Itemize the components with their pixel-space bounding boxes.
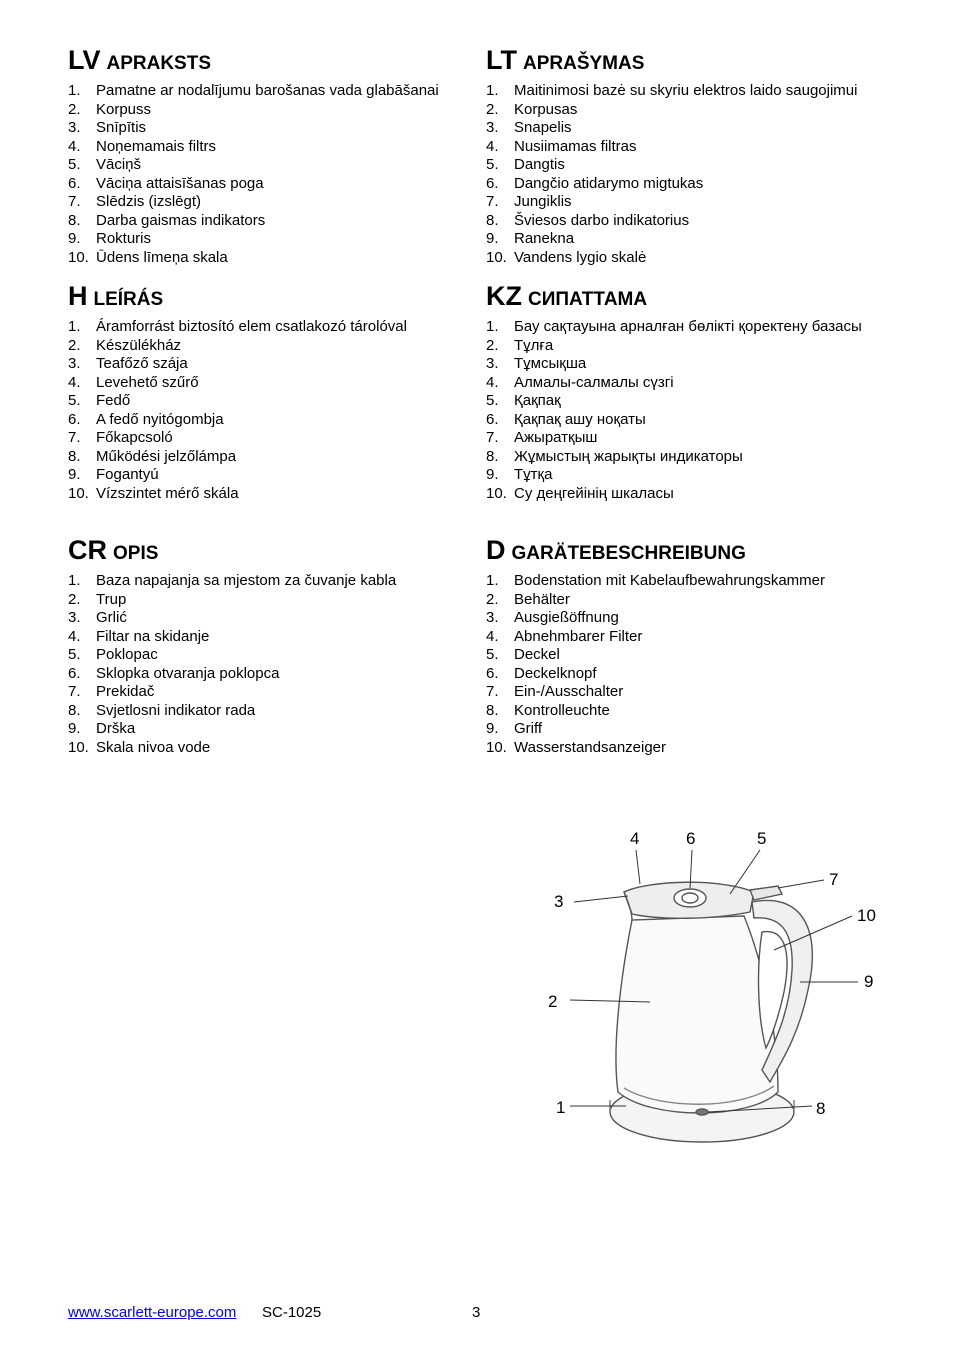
list-item-text: Drška <box>96 720 136 737</box>
list-item <box>68 702 488 721</box>
list-item-text: Filtar na skidanje <box>96 627 210 645</box>
list-item-text: Főkapcsoló <box>96 429 173 446</box>
list-item-number: 9. <box>68 720 81 737</box>
list-item-number: 2. <box>68 590 81 608</box>
list-item-number: 8. <box>68 447 81 465</box>
list-item-number: 5. <box>486 156 499 173</box>
list-item <box>486 82 906 101</box>
list-item-text: Teafőző szája <box>96 355 188 372</box>
list-item <box>68 739 488 758</box>
list-item-text: Sklopka otvaranja poklopca <box>96 664 280 682</box>
parts-list <box>486 318 906 503</box>
list-item-number: 9. <box>68 230 81 247</box>
list-item <box>486 119 906 138</box>
list-item <box>68 337 488 356</box>
list-item <box>68 249 488 268</box>
list-item <box>486 175 906 194</box>
list-item-text: Korpusas <box>514 100 578 118</box>
section-h <box>68 282 488 503</box>
list-item <box>68 683 488 702</box>
list-item-number: 5. <box>68 156 81 173</box>
parts-list <box>68 82 488 267</box>
page-number: 3 <box>472 1304 481 1321</box>
list-item <box>486 485 906 504</box>
list-item <box>486 720 906 739</box>
list-item <box>486 572 906 591</box>
section-heading <box>68 46 488 79</box>
list-item-number: 7. <box>486 683 499 700</box>
list-item-number: 4. <box>68 373 81 391</box>
list-item-number: 4. <box>486 373 499 391</box>
list-item-number: 6. <box>68 664 81 682</box>
list-item-number: 5. <box>68 646 81 663</box>
list-item-number: 10. <box>68 248 89 266</box>
list-item <box>68 230 488 249</box>
list-item-text: Működési jelzőlámpa <box>96 447 237 465</box>
list-item <box>68 156 488 175</box>
list-item <box>486 646 906 665</box>
list-item-text: Rokturis <box>96 230 152 247</box>
list-item <box>68 175 488 194</box>
list-item <box>68 485 488 504</box>
list-item-number: 8. <box>68 211 81 229</box>
list-item-text: Тұлға <box>514 336 554 354</box>
list-item-text: Vízszintet mérő skála <box>96 484 239 502</box>
list-item <box>486 411 906 430</box>
list-item-text: Svjetlosni indikator rada <box>96 701 256 719</box>
section-title: GARÄTEBESCHREIBUNG <box>511 543 746 564</box>
list-item-number: 3. <box>486 609 499 626</box>
lid-button <box>674 889 706 907</box>
list-item <box>486 429 906 448</box>
list-item-text: Су деңгейінің шкаласы <box>514 484 674 502</box>
list-item <box>486 609 906 628</box>
list-item-number: 9. <box>68 466 81 483</box>
section-language-code: D <box>486 535 506 565</box>
callout-10: 10 <box>857 906 876 925</box>
list-item-number: 8. <box>486 701 499 719</box>
list-item <box>68 466 488 485</box>
list-item <box>486 702 906 721</box>
list-item-text: Deckelknopf <box>514 664 597 682</box>
list-item-number: 10. <box>486 248 507 266</box>
callout-8: 8 <box>816 1099 826 1118</box>
list-item-text: Fogantyú <box>96 466 159 483</box>
list-item-number: 7. <box>68 429 81 446</box>
list-item-number: 10. <box>68 484 89 502</box>
list-item-text: Prekidač <box>96 683 155 700</box>
parts-list <box>486 82 906 267</box>
list-item-text: Pamatne ar nodalījumu barošanas vada glabāšanai <box>96 82 439 99</box>
callout-7: 7 <box>829 870 839 889</box>
section-kz <box>486 282 906 503</box>
list-item-number: 7. <box>486 429 499 446</box>
section-lt <box>486 46 906 267</box>
list-item-number: 1. <box>68 572 81 589</box>
list-item <box>68 101 488 120</box>
list-item-text: A fedő nyitógombja <box>96 410 224 428</box>
callout-9: 9 <box>864 972 874 991</box>
list-item-number: 9. <box>486 230 499 247</box>
kettle-body <box>616 916 778 1113</box>
list-item-number: 7. <box>68 683 81 700</box>
list-item-number: 8. <box>68 701 81 719</box>
list-item-text: Poklopac <box>96 646 158 663</box>
list-item-number: 5. <box>486 646 499 663</box>
list-item <box>68 572 488 591</box>
list-item-text: Trup <box>96 590 127 608</box>
list-item <box>68 720 488 739</box>
list-item-text: Slēdzis (izslēgt) <box>96 193 202 210</box>
list-item-number: 8. <box>486 447 499 465</box>
section-heading <box>486 536 906 569</box>
list-item-text: Dangtis <box>514 156 565 173</box>
list-item <box>68 392 488 411</box>
list-item <box>68 609 488 628</box>
list-item-text: Bodenstation mit Kabelaufbewahrungskammer <box>514 572 826 589</box>
list-item <box>68 411 488 430</box>
list-item-text: Fedő <box>96 392 131 409</box>
section-title: СИПАТТАМА <box>528 289 648 310</box>
list-item <box>486 392 906 411</box>
list-item <box>486 138 906 157</box>
list-item-number: 7. <box>486 193 499 210</box>
list-item <box>486 665 906 684</box>
list-item-text: Vandens lygio skalė <box>514 248 647 266</box>
list-item-text: Wasserstandsanzeiger <box>514 738 667 756</box>
list-item-number: 10. <box>68 738 89 756</box>
footer-model: SC-1025 <box>262 1304 322 1321</box>
section-language-code: KZ <box>486 281 522 311</box>
list-item-text: Vāciņa attaisīšanas poga <box>96 174 264 192</box>
list-item-text: Ein-/Ausschalter <box>514 683 624 700</box>
list-item-number: 1. <box>486 318 499 335</box>
callout-6: 6 <box>686 829 696 848</box>
section-language-code: LT <box>486 45 517 75</box>
list-item <box>68 665 488 684</box>
list-item <box>486 249 906 268</box>
section-heading <box>486 282 906 315</box>
list-item-number: 1. <box>68 318 81 335</box>
list-item-number: 9. <box>486 466 499 483</box>
callout-5: 5 <box>757 829 767 848</box>
section-title: LEÍRÁS <box>93 289 164 310</box>
list-item <box>68 628 488 647</box>
list-item-text: Griff <box>514 720 543 737</box>
list-item-number: 2. <box>486 336 499 354</box>
list-item-text: Deckel <box>514 646 560 663</box>
list-item <box>486 628 906 647</box>
list-item-text: Nusiimamas filtras <box>514 137 637 155</box>
callout-2: 2 <box>548 992 558 1011</box>
list-item-number: 7. <box>68 193 81 210</box>
list-item <box>68 646 488 665</box>
section-d <box>486 536 906 757</box>
list-item-number: 9. <box>486 720 499 737</box>
section-heading <box>486 46 906 79</box>
list-item-number: 2. <box>68 100 81 118</box>
list-item-text: Maitinimosi bazė su skyriu elektros laido saugojimui <box>514 82 858 99</box>
list-item-number: 3. <box>68 119 81 136</box>
list-item-text: Levehető szűrő <box>96 373 199 391</box>
list-item <box>486 448 906 467</box>
list-item-text: Skala nivoa vode <box>96 738 211 756</box>
list-item-text: Készülékház <box>96 336 182 354</box>
list-item-number: 1. <box>486 572 499 589</box>
section-language-code: LV <box>68 45 101 75</box>
list-item <box>486 101 906 120</box>
footer-link[interactable]: www.scarlett-europe.com <box>68 1304 237 1321</box>
kettle-diagram <box>540 820 900 1160</box>
list-item-text: Қақпақ <box>514 392 561 409</box>
list-item <box>486 193 906 212</box>
list-item <box>68 82 488 101</box>
list-item-text: Ажыратқыш <box>514 429 598 446</box>
list-item-text: Kontrolleuchte <box>514 701 610 719</box>
list-item-text: Бау сақтауына арналған бөлікті қоректену базасы <box>514 318 862 335</box>
callout-1: 1 <box>556 1098 566 1117</box>
list-item-number: 3. <box>68 609 81 626</box>
list-item <box>486 739 906 758</box>
callout-4: 4 <box>630 829 640 848</box>
section-title: OPIS <box>113 543 159 564</box>
list-item <box>68 212 488 231</box>
list-item-number: 6. <box>68 410 81 428</box>
footer-url[interactable] <box>68 1304 236 1321</box>
list-item <box>486 318 906 337</box>
parts-list <box>68 318 488 503</box>
list-item <box>486 355 906 374</box>
section-title: APRAKSTS <box>106 53 212 74</box>
kettle-switch <box>750 886 782 900</box>
list-item-text: Jungiklis <box>514 193 572 210</box>
list-item-text: Ausgießöffnung <box>514 609 619 626</box>
list-item-text: Darba gaismas indikators <box>96 211 266 229</box>
list-item <box>68 374 488 393</box>
list-item-text: Ūdens līmeņa skala <box>96 248 228 266</box>
list-item-number: 1. <box>486 82 499 99</box>
list-item-number: 6. <box>68 174 81 192</box>
list-item-number: 4. <box>486 137 499 155</box>
list-item-number: 4. <box>68 137 81 155</box>
section-heading <box>68 536 488 569</box>
list-item-text: Grlić <box>96 609 127 626</box>
section-cr <box>68 536 488 757</box>
section-lv <box>68 46 488 267</box>
list-item-number: 3. <box>68 355 81 372</box>
section-language-code: H <box>68 281 88 311</box>
list-item-number: 10. <box>486 484 507 502</box>
list-item-number: 5. <box>486 392 499 409</box>
list-item-number: 10. <box>486 738 507 756</box>
section-heading <box>68 282 488 315</box>
section-title: APRAŠYMAS <box>522 53 645 74</box>
list-item <box>68 119 488 138</box>
list-item <box>486 156 906 175</box>
list-item-text: Korpuss <box>96 100 152 118</box>
list-item-text: Алмалы-салмалы сүзгі <box>514 373 674 391</box>
list-item-text: Noņemamais filtrs <box>96 137 217 155</box>
list-item <box>486 683 906 702</box>
list-item <box>486 230 906 249</box>
list-item-number: 5. <box>68 392 81 409</box>
list-item-text: Dangčio atidarymo migtukas <box>514 174 704 192</box>
list-item-text: Snapelis <box>514 119 572 136</box>
list-item-text: Vāciņš <box>96 156 142 173</box>
section-language-code: CR <box>68 535 107 565</box>
list-item-number: 4. <box>68 627 81 645</box>
callout-3: 3 <box>554 892 564 911</box>
list-item-text: Қақпақ ашу ноқаты <box>514 410 646 428</box>
list-item-number: 6. <box>486 410 499 428</box>
list-item-text: Abnehmbarer Filter <box>514 627 643 645</box>
list-item <box>486 374 906 393</box>
list-item <box>486 466 906 485</box>
list-item-number: 4. <box>486 627 499 645</box>
list-item-text: Snīpītis <box>96 119 147 136</box>
list-item-text: Ranekna <box>514 230 575 247</box>
indicator-light <box>696 1109 708 1115</box>
list-item <box>68 591 488 610</box>
list-item-number: 1. <box>68 82 81 99</box>
list-item <box>68 138 488 157</box>
list-item-number: 8. <box>486 211 499 229</box>
list-item-text: Жұмыстың жарықты индикаторы <box>514 447 743 465</box>
list-item-text: Áramforrást biztosító elem csatlakozó tárolóval <box>96 318 407 335</box>
list-item-text: Тұтқа <box>514 466 553 483</box>
list-item-number: 6. <box>486 664 499 682</box>
list-item <box>68 318 488 337</box>
list-item-number: 2. <box>68 336 81 354</box>
list-item-number: 3. <box>486 355 499 372</box>
list-item-number: 2. <box>486 100 499 118</box>
list-item <box>68 193 488 212</box>
list-item-number: 3. <box>486 119 499 136</box>
list-item <box>486 591 906 610</box>
list-item-number: 6. <box>486 174 499 192</box>
list-item-text: Šviesos darbo indikatorius <box>514 211 690 229</box>
parts-list <box>486 572 906 757</box>
list-item <box>68 355 488 374</box>
list-item <box>486 212 906 231</box>
list-item-number: 2. <box>486 590 499 608</box>
list-item <box>68 448 488 467</box>
list-item-text: Behälter <box>514 590 570 608</box>
list-item-text: Baza napajanja sa mjestom za čuvanje kabla <box>96 572 397 589</box>
list-item <box>486 337 906 356</box>
parts-list <box>68 572 488 757</box>
list-item-text: Тұмсықша <box>514 355 587 372</box>
list-item <box>68 429 488 448</box>
